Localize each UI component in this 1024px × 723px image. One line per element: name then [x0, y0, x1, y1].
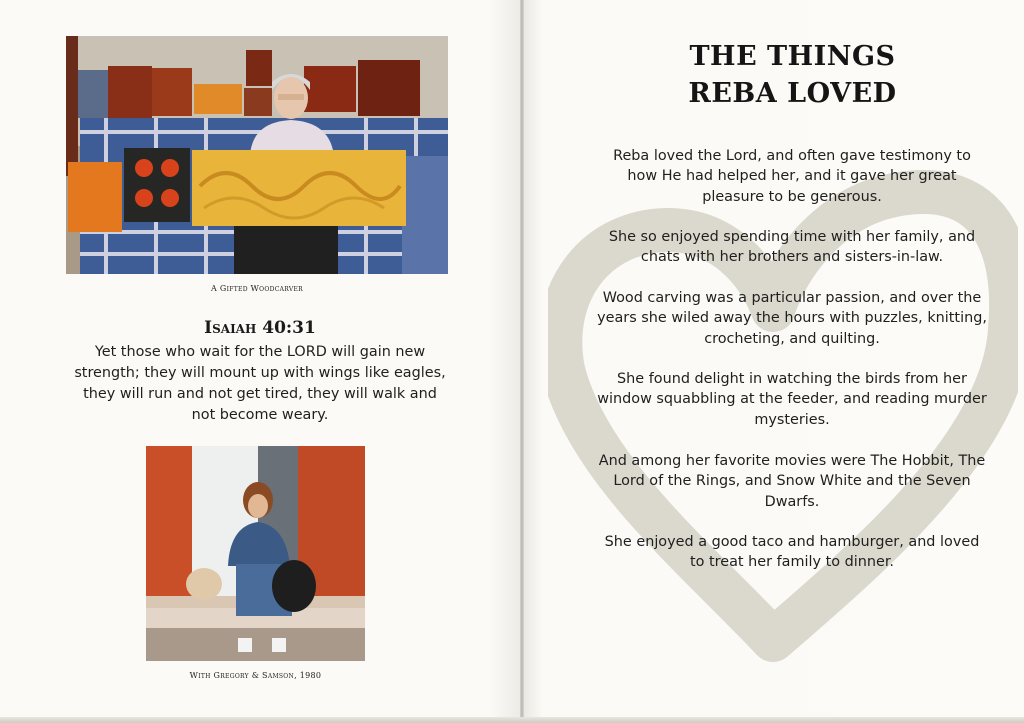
verse-title: Isaiah 40:31: [204, 318, 316, 338]
woodcarver-photo: [66, 36, 448, 274]
book-spine: [520, 0, 524, 723]
page-title: [640, 38, 945, 112]
paragraph-faith: Reba loved the Lord, and often gave testimony to how He had helped her, and it gave her great pleasure to be generous.: [613, 148, 971, 205]
woodcarver-caption: A Gifted Woodcarver: [210, 284, 303, 293]
paragraph-food: She enjoyed a good taco and hamburger, and loved to treat her family to dinner.: [604, 534, 980, 571]
family-photo: [146, 446, 365, 661]
paragraph-family: She so enjoyed spending time with her family, and chats with her brothers and sisters-in-law.: [608, 229, 976, 266]
page-bottom-edge: [0, 717, 1024, 723]
verse-text: Yet those who wait for the LORD will gain new strength; they will mount up with wings like eagles, they will run and not get tired, they will walk and not become weary.: [74, 344, 446, 423]
title-line-1: THE THINGS: [689, 41, 896, 72]
paragraph-hobbies: Wood carving was a particular passion, and over the years she wiled away the hours with puzzles, knitting, crocheting, and quilting.: [597, 290, 987, 347]
paragraph-birds: She found delight in watching the birds from her window squabbling at the feeder, and reading murder mysteries.: [597, 371, 987, 428]
paragraph-movies: And among her favorite movies were The Hobbit, The Lord of the Rings, and Snow White and the Seven Dwarfs.: [598, 453, 986, 510]
title-line-2: REBA LOVED: [688, 78, 897, 109]
family-photo-caption: With Gregory & Samson, 1980: [189, 671, 322, 680]
